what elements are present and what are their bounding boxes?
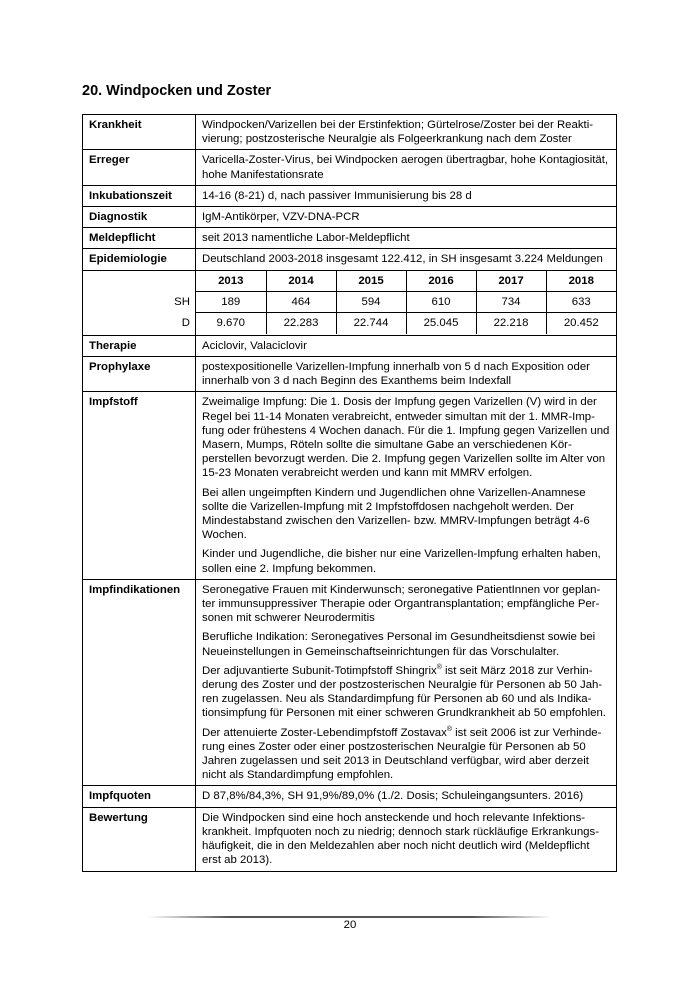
value-erreger: Varicella-Zoster-Virus, bei Windpocken aerogen übertragbar, hohe Kontagiosität, hohe Manifestationsrate bbox=[196, 150, 617, 185]
label-prophylaxe: Prophylaxe bbox=[83, 357, 196, 392]
sh-value: 189 bbox=[196, 292, 266, 313]
year-header: 2018 bbox=[546, 271, 616, 292]
row-therapie bbox=[83, 335, 617, 356]
zostavax-text-start: Der attenuierte Zoster-Lebendimpfstoff Zostavax bbox=[202, 726, 447, 739]
section-title: 20. Windpocken und Zoster bbox=[82, 83, 272, 99]
row-bewertung bbox=[83, 807, 617, 871]
impfindikationen-paragraph: Berufliche Indikation: Seronegatives Personal im Gesundheitsdienst sowie bei Neueinstellungen in Gemeinschaftseinrichtungen für das Vorschulalter. bbox=[202, 631, 596, 658]
disease-table bbox=[82, 114, 617, 872]
label-meldepflicht: Meldepflicht bbox=[83, 228, 196, 249]
year-header: 2017 bbox=[476, 271, 546, 292]
value-bewertung: Die Windpocken sind eine hoch ansteckende und hoch relevante Infektions-krankheit. Impfquoten noch zu niedrig; dennoch stark rückläufige Erkrankungs-häufigkeit, die in den Meldezahlen aber noch nicht deutlich wird (Meldepflicht erst ab 2013). bbox=[196, 807, 617, 871]
row-inkubationszeit bbox=[83, 185, 617, 206]
label-diagnostik: Diagnostik bbox=[83, 207, 196, 228]
value-therapie: Aciclovir, Valaciclovir bbox=[196, 335, 617, 356]
registered-mark: ® bbox=[446, 725, 452, 733]
label-krankheit: Krankheit bbox=[83, 115, 196, 150]
impfindikationen-paragraph bbox=[202, 664, 611, 721]
impfstoff-paragraph: Zweimalige Impfung: Die 1. Dosis der Impfung gegen Varizellen (V) wird in der Regel bei 11-14 Monaten verabreicht, entweder simultan mit der 1. MMR-Imp-fung oder frühestens 4 Wochen danach. Für die 1. Impfung gegen Varizellen und Masern, Mumps, Röteln sollte die simultane Gabe an verschiedenen Kör-perstellen bevorzugt werden. Die 2. Impfung gegen Varizellen sollte im Alter von 15-23 Monaten verabreicht werden und kann mit MMRV erfolgen. bbox=[202, 396, 610, 480]
value-impfstoff bbox=[196, 392, 617, 579]
impfindikationen-paragraph: Seronegative Frauen mit Kinderwunsch; seronegative PatientInnen vor geplan-ter immunsuppressiver Therapie oder Organtransplantation; empfängliche Per-sonen mit schwerer Neurodermitis bbox=[202, 583, 601, 625]
zostavax-text-end: ist seit 2006 ist zur Verhinde-rung eines Zoster oder einer postzosterischen Neuralgie für Personen ab 50 Jahren zugelassen und seit 2013 in Deutschland verfügbar, wird aber derzeit nicht als Standardimpfung empfohlen. bbox=[202, 726, 602, 782]
d-value: 22.283 bbox=[266, 313, 336, 334]
label-impfstoff: Impfstoff bbox=[83, 392, 196, 579]
value-epidemiologie: Deutschland 2003-2018 insgesamt 122.412, in SH insgesamt 3.224 Meldungen bbox=[196, 249, 617, 270]
sh-value: 734 bbox=[476, 292, 546, 313]
row-year-table bbox=[83, 270, 617, 335]
row-krankheit bbox=[83, 115, 617, 150]
d-value: 22.218 bbox=[476, 313, 546, 334]
label-impfquoten: Impfquoten bbox=[83, 786, 196, 807]
sh-value: 464 bbox=[266, 292, 336, 313]
d-value: 22.744 bbox=[336, 313, 406, 334]
d-value: 9.670 bbox=[196, 313, 266, 334]
row-meldepflicht bbox=[83, 228, 617, 249]
impfstoff-paragraph: Bei allen ungeimpften Kindern und Jugendlichen ohne Varizellen-Anamnese sollte die Varizellen-Impfung mit 2 Impfstoffdosen nachgeholt werden. Der Mindestabstand zwischen den Varizellen- bzw. MMRV-Impfungen beträgt 4-6 Wochen. bbox=[202, 486, 590, 542]
row-impfstoff bbox=[83, 392, 617, 579]
row-label-sh: SH bbox=[174, 296, 190, 309]
shingrix-text-end: ist seit März 2018 zur Verhin-derung des Zoster und der postzosterischen Neuralgie für Personen ab 50 Jah-ren zugelassen. Neu als Standardimpfung für Personen ab 60 und als Indika-tionsimpfung für Personen mit einer schweren Grundkrankheit ab 50 empfohlen. bbox=[202, 664, 606, 720]
value-krankheit: Windpocken/Varizellen bei der Erstinfektion; Gürtelrose/Zoster bei der Reakti-vierung; postzosterische Neuralgie als Folgeerkrankung nach dem Zoster bbox=[196, 115, 617, 150]
year-header-spacer bbox=[83, 271, 195, 292]
footer-divider bbox=[148, 916, 552, 918]
impfindikationen-paragraph bbox=[202, 726, 611, 783]
row-erreger bbox=[83, 150, 617, 185]
value-meldepflicht: seit 2013 namentliche Labor-Meldepflicht bbox=[196, 228, 617, 249]
d-value: 20.452 bbox=[546, 313, 616, 334]
sh-row bbox=[196, 292, 616, 313]
label-epidemiologie: Epidemiologie bbox=[83, 249, 196, 270]
registered-mark: ® bbox=[436, 664, 442, 672]
label-inkubationszeit: Inkubationszeit bbox=[83, 185, 196, 206]
year-header: 2014 bbox=[266, 271, 336, 292]
value-inkubationszeit: 14-16 (8-21) d, nach passiver Immunisierung bis 28 d bbox=[196, 185, 617, 206]
d-row bbox=[196, 313, 616, 334]
year-table bbox=[196, 271, 616, 334]
year-header-row bbox=[196, 271, 616, 292]
row-label-d: D bbox=[181, 317, 190, 330]
value-prophylaxe: postexpositionelle Varizellen-Impfung innerhalb von 5 d nach Exposition oder innerhalb von 3 d nach Beginn des Exanthems beim Indexfall bbox=[196, 357, 617, 392]
sh-value: 610 bbox=[406, 292, 476, 313]
value-diagnostik: IgM-Antikörper, VZV-DNA-PCR bbox=[196, 207, 617, 228]
year-header: 2016 bbox=[406, 271, 476, 292]
label-erreger: Erreger bbox=[83, 150, 196, 185]
value-impfquoten: D 87,8%/84,3%, SH 91,9%/89,0% (1./2. Dosis; Schuleingangsunters. 2016) bbox=[196, 786, 617, 807]
row-diagnostik bbox=[83, 207, 617, 228]
d-value: 25.045 bbox=[406, 313, 476, 334]
sh-value: 594 bbox=[336, 292, 406, 313]
label-impfindikationen: Impfindikationen bbox=[83, 579, 196, 786]
value-impfindikationen bbox=[196, 579, 617, 786]
label-therapie: Therapie bbox=[83, 335, 196, 356]
year-table-cell bbox=[196, 270, 617, 335]
impfstoff-paragraph: Kinder und Jugendliche, die bisher nur eine Varizellen-Impfung erhalten haben, sollen eine 2. Impfung bekommen. bbox=[202, 548, 601, 575]
row-impfindikationen bbox=[83, 579, 617, 786]
label-bewertung: Bewertung bbox=[83, 807, 196, 871]
row-prophylaxe bbox=[83, 357, 617, 392]
page-number: 20 bbox=[343, 919, 357, 931]
row-impfquoten bbox=[83, 786, 617, 807]
year-header: 2015 bbox=[336, 271, 406, 292]
shingrix-text-start: Der adjuvantierte Subunit-Totimpfstoff Shingrix bbox=[202, 664, 437, 677]
year-row-labels bbox=[83, 270, 196, 335]
sh-value: 633 bbox=[546, 292, 616, 313]
year-header: 2013 bbox=[196, 271, 266, 292]
row-epidemiologie bbox=[83, 249, 617, 270]
